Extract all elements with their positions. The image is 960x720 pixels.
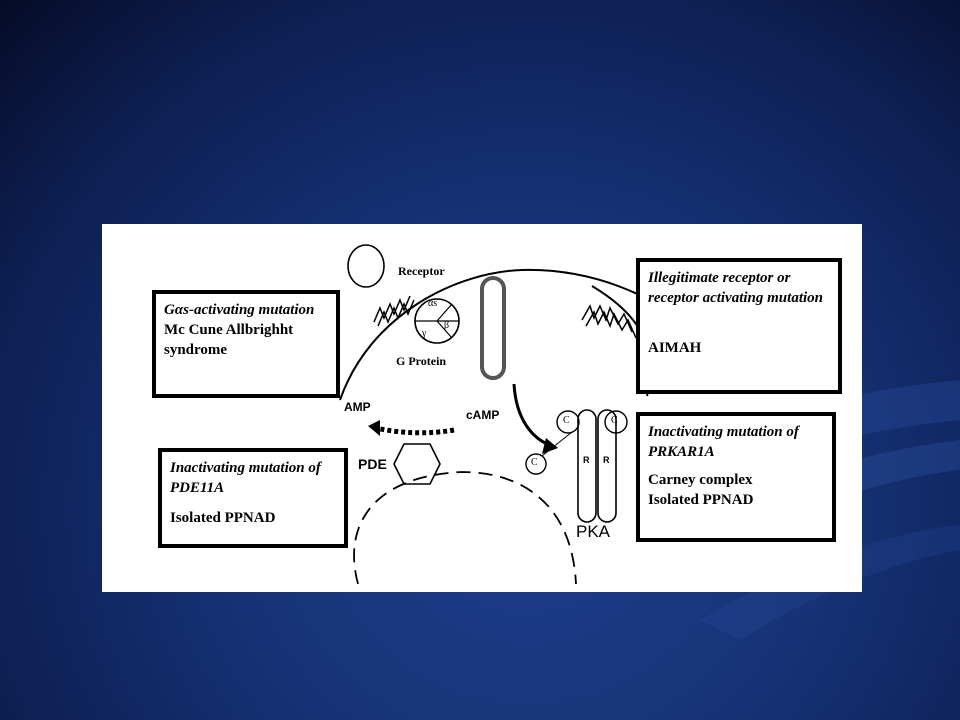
pka-r-subunit-2 [598,410,616,522]
cell-membrane [340,270,662,400]
pde-hexagon [394,444,440,484]
prkar-mutation-disease-2: Isolated PPNAD [648,492,754,508]
prkar-mutation-disease-1: Carney complex [648,472,753,488]
pka-r-subunit-1 [578,410,596,522]
camp-label: cAMP [466,408,500,422]
receptor-mutation-title: Illegitimate receptor or receptor activating mutation [648,270,823,306]
nucleus-dashed [354,472,576,584]
gs-mutation-title: Gαs-activating mutation [164,302,315,318]
beta-label: β [444,320,450,331]
pde-label: PDE [358,456,387,472]
g-protein-label: G Protein [396,354,447,368]
diagram-panel [102,224,862,592]
gs-mutation-disease: Mc Cune Allbrighht syndrome [164,322,294,358]
r-label-2: R [603,455,610,465]
pde-mutation-box [158,448,348,548]
gamma-label: γ [422,328,427,339]
prkar-mutation-title: Inactivating mutation of PRKAR1A [648,424,799,460]
c-label-1: C [563,415,570,426]
receptor-mutation-box [636,258,842,394]
prkar-mutation-box [636,412,836,542]
pde-mutation-title: Inactivating mutation of PDE11A [170,460,321,496]
c-label-2: C [611,415,618,426]
camp-arrow [514,384,552,446]
c-label-3: C [531,457,538,468]
receptor-mutation-disease: AIMAH [648,340,702,356]
pde-mutation-disease: Isolated PPNAD [170,510,276,526]
receptor-helices-left [374,296,410,322]
adenylyl-cyclase [482,278,504,378]
pka-label: PKA [576,522,611,541]
alpha-label: αs [428,298,438,309]
gs-mutation-box [152,290,340,398]
pde-dotted-arrow [376,428,454,433]
amp-label: AMP [344,400,371,414]
receptor-label: Receptor [398,264,445,278]
ligand-circle [348,245,384,287]
r-label-1: R [583,455,590,465]
